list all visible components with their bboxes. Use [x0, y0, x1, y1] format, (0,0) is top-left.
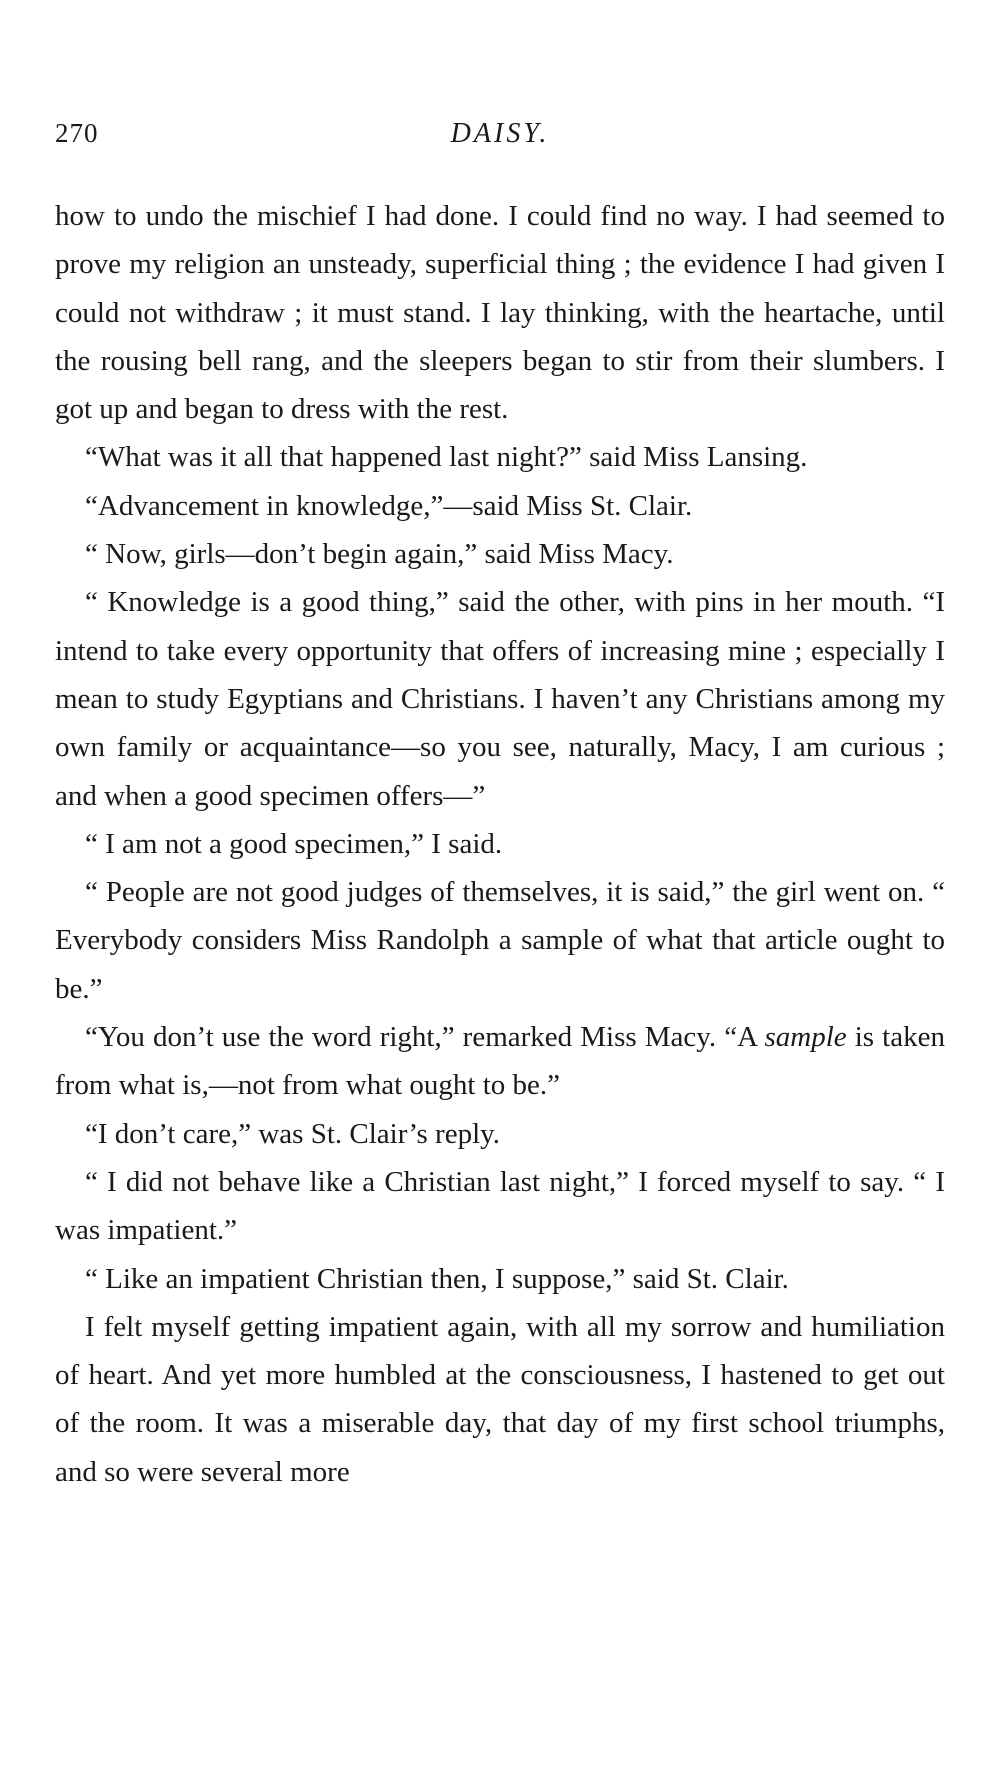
paragraph-impatient-christian: “ Like an impatient Christian then, I suppose,” said St. Clair.: [85, 1262, 789, 1295]
paragraph-felt-impatient: I felt myself getting impatient again, with all my sorrow and humiliation of heart. And yet more humbled at the consciousness, I hastened to get out of the room. It was a miserable day, that day of my first school triumphs, and so were several more: [55, 1310, 945, 1488]
paragraph-continuation: how to undo the mischief I had done. I could find no way. I had seemed to prove my religion an unsteady, superficial thing ; the evidence I had given I could not withdraw ; it must stand. I lay thinking, with the heartache, until the rousing bell rang, and the sleepers began to stir from their slumbers. I got up and began to dress with the rest.: [55, 200, 945, 426]
paragraph-knowledge: “ Knowledge is a good thing,” said the other, with pins in her mouth. “I intend to take every opportunity that offers of increasing mine ; especially I mean to study Egyptians and Christians. I haven’t any Christians among my own family or acquaintance—so you see, naturally, Macy, I am curious ; and when a good specimen offers—”: [55, 586, 945, 812]
paragraph-lansing-question: “What was it all that happened last night?” said Miss Lansing.: [85, 441, 808, 474]
paragraph-dont-care: “I don’t care,” was St. Clair’s reply.: [85, 1117, 501, 1150]
paragraph-not-behave: “ I did not behave like a Christian last night,” I forced myself to say. “ I was impatient.”: [55, 1165, 945, 1247]
sample-text-emphasis: sample: [764, 1021, 847, 1054]
page-number: 270: [55, 118, 99, 148]
paragraph-not-good-specimen: “ I am not a good specimen,” I said.: [85, 827, 503, 860]
running-head: [55, 118, 945, 158]
paragraph-stclair-advancement: “Advancement in knowledge,”—said Miss St. Clair.: [85, 489, 693, 522]
body-text: [55, 192, 945, 1496]
sample-text-after: is taken from what is,—not from what ought to be.”: [55, 1021, 945, 1102]
paragraph-judges-of-themselves: “ People are not good judges of themselves, it is said,” the girl went on. “ Everybody considers Miss Randolph a sample of what that article ought to be.”: [55, 876, 945, 1005]
paragraph-macy-girls: “ Now, girls—don’t begin again,” said Miss Macy.: [85, 538, 674, 571]
paragraph-sample-word: [55, 1013, 945, 1110]
sample-text-before: “You don’t use the word right,” remarked Miss Macy. “A: [85, 1021, 765, 1054]
running-title: DAISY.: [450, 118, 550, 149]
